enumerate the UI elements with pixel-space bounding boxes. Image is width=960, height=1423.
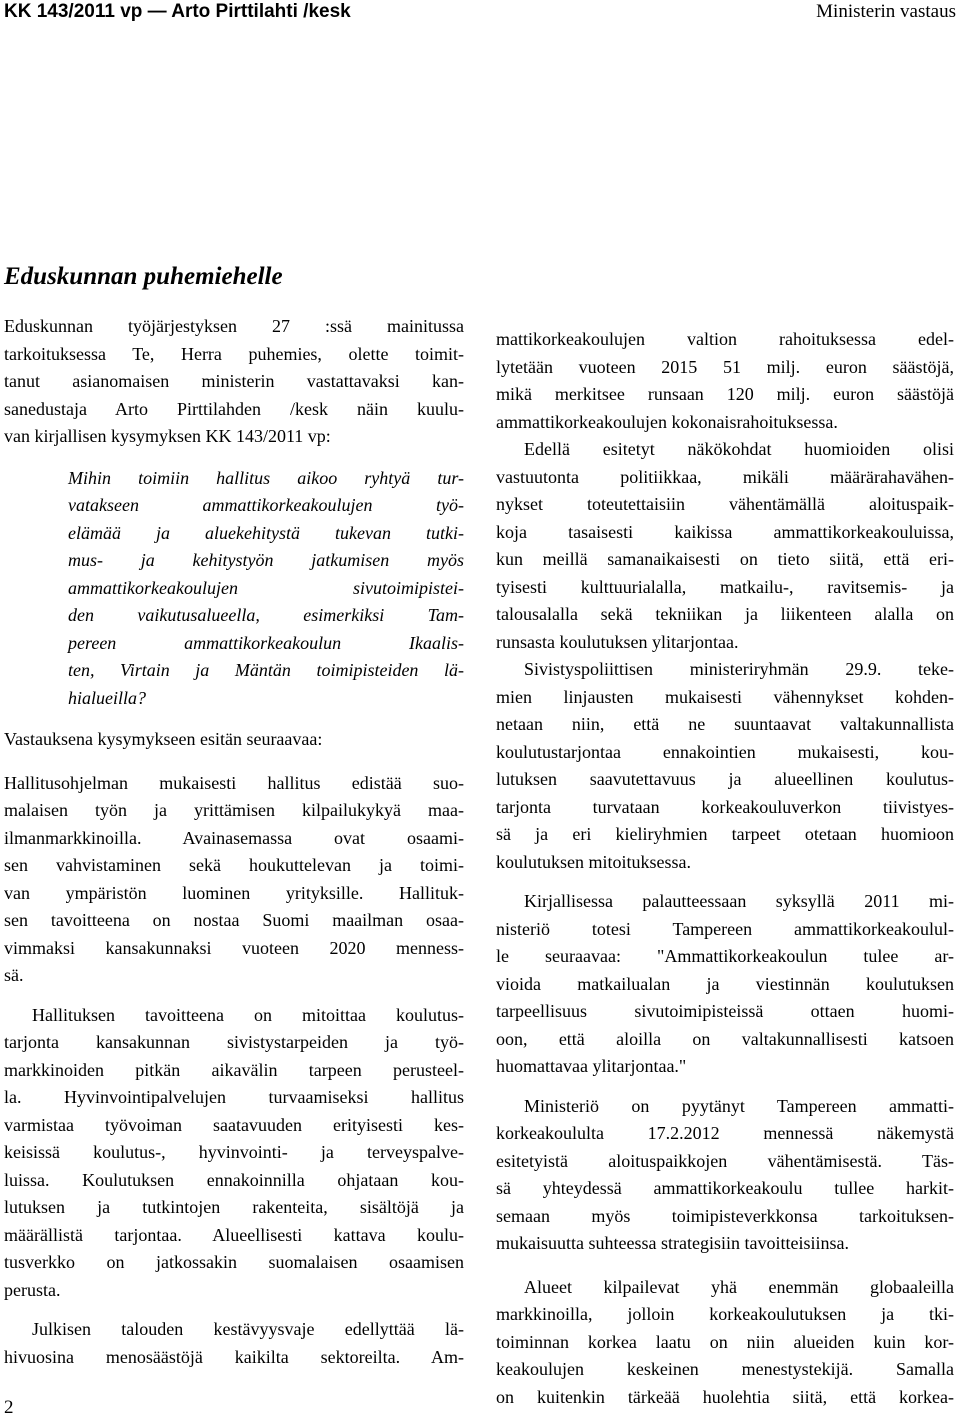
text-line: markkinoilla, jolloin korkeakoulutuksen ja tki- (496, 1304, 954, 1324)
text-line: toiminnan korkea laatu on niin alueiden kuin kor- (496, 1331, 954, 1352)
text-line: ilmanmarkkinoilla. Avainasemassa ovat osaami- (4, 827, 464, 848)
document-title: Eduskunnan puhemiehelle (4, 263, 283, 290)
text-line: Vastauksena kysymykseen esitän seuraavaa: (4, 729, 323, 749)
running-header-left: KK 143/2011 vp — Arto Pirttilahti /kesk (4, 1, 351, 22)
text-line: lutuksen saavutettavuus ja alueellinen koulutus- (496, 769, 954, 789)
right-column (496, 326, 954, 1411)
text-line: vioida matkailualan ja viestinnän koulutuksen (496, 973, 954, 994)
question-quote (68, 465, 464, 713)
text-line: nisteriö totesi Tampereen ammattikorkeakoulul- (496, 918, 954, 939)
text-line: koulutuksen mitoituksessa. (496, 851, 691, 872)
text-line: varmistaa työvoiman saatavuuden erityisesti kes- (4, 1114, 464, 1135)
text-line: määrällistä tarjontaa. Alueellisesti kattava koulu- (4, 1224, 464, 1245)
text-line: sen vahvistaminen sekä houkuttelevan ja toimi- (4, 855, 464, 875)
left-column (4, 313, 464, 1371)
text-line: esitetyistä aloituspaikkojen vähentämisestä. Täs- (496, 1150, 954, 1171)
text-line: kun meillä samanaikaisesti on tieto siitä, että eri- (496, 549, 954, 569)
text-line: luissa. Koulutuksen ennakoinnilla ohjataan kou- (4, 1169, 464, 1190)
text-line: semaan myös toimipisteverkkonsa tarkoituksen- (496, 1205, 954, 1226)
text-line: oon, että aloilla on valtakunnallisesti katsoen (496, 1028, 954, 1049)
text-line: mus- ja kehitystyön jatkumisen myös (68, 550, 464, 570)
text-line: Kirjallisessa palautteessaan syksyllä 2011 mi- (524, 891, 954, 911)
text-line: keisissä koulutus-, hyvinvointi- ja terveyspalve- (4, 1142, 464, 1162)
text-line: pereen ammattikorkeakoulun Ikaalis- (68, 632, 464, 653)
right-paragraph-3 (496, 888, 954, 1081)
text-line: mien linjausten mukaisesti vähennykset kohden- (496, 686, 954, 707)
text-line: nykset toteutettaisiin vähentämällä aloituspaik- (496, 494, 954, 514)
text-line: sen tavoitteena on nostaa Suomi maailman osaa- (4, 910, 464, 930)
text-line: le seuraavaa: "Ammattikorkeakoulun tulee ar- (496, 946, 954, 966)
text-line: tarjonta kansakunnan sivistystarpeiden ja työ- (4, 1032, 464, 1052)
text-line: tarpeellisuus sivutoimipisteissä ottaen huomi- (496, 1001, 954, 1021)
text-line: Eduskunnan työjärjestyksen 27 :ssä mainitussa (4, 316, 464, 336)
page-number: 2 (4, 1397, 14, 1418)
text-line: Sivistyspoliittisen ministeriryhmän 29.9. teke- (524, 659, 954, 679)
right-paragraph-4 (496, 1093, 954, 1258)
text-line: tusverkko on jatkossakin suomalaisen osaamisen (4, 1252, 464, 1272)
text-line: hialueilla? (68, 687, 146, 708)
text-line: mikä merkitsee runsaan 120 milj. euron säästöjä (496, 384, 954, 404)
right-paragraph-5 (496, 1274, 954, 1412)
text-line: mukaisuutta suhteessa strategisiin tavoitteisiinsa. (496, 1233, 849, 1253)
answer-intro (4, 726, 464, 754)
answer-paragraph-1 (4, 770, 464, 990)
text-line: vimmaksi kansakunnaksi vuoteen 2020 menness- (4, 937, 464, 958)
right-paragraph-1 (496, 436, 954, 656)
text-line: koja tasaisesti kaikissa ammattikorkeakouluissa, (496, 521, 954, 542)
text-line: keakoulujen keskeinen menestystekijä. Samalla (496, 1359, 954, 1379)
text-line: tarkoituksessa Te, Herra puhemies, olette toimit- (4, 343, 464, 364)
text-line: netaan niin, että ne suuntaavat valtakunnallista (496, 714, 954, 734)
running-header-right: Ministerin vastaus (816, 1, 956, 22)
continued-paragraph (496, 326, 954, 436)
text-line: lutuksen ja tutkintojen rakenteita, sisältöjä ja (4, 1197, 464, 1217)
text-line: markkinoiden pitkän aikavälin tarpeen perusteel- (4, 1059, 464, 1080)
text-line: Ministeriö on pyytänyt Tampereen ammatti- (524, 1095, 954, 1116)
text-line: ten, Virtain ja Mäntän toimipisteiden lä- (68, 660, 464, 680)
text-line: tyisesti kulttuurialalla, matkailu-, ravitsemis- ja (496, 576, 954, 597)
text-line: Alueet kilpailevat yhä enemmän globaaleilla (524, 1276, 954, 1297)
right-paragraph-2 (496, 656, 954, 876)
text-line: elämää ja aluekehitystä tukevan tutki- (68, 522, 464, 543)
text-line: hivuosina menosäästöjä kaikilta sektoreilta. Am- (4, 1346, 464, 1367)
text-line: malaisen työn ja yrittämisen kilpailukykyä maa- (4, 800, 464, 820)
text-line: talousalalla sekä tekniikan ja liikenteen alalla on (496, 604, 954, 624)
text-line: Mihin toimiin hallitus aikoo ryhtyä tur- (68, 467, 464, 488)
text-line: mattikorkeakoulujen valtion rahoituksessa edel- (496, 329, 954, 349)
text-line: vastuutonta politiikkaa, mikäli määrärahavähen- (496, 466, 954, 487)
answer-paragraph-3 (4, 1316, 464, 1371)
text-line: Julkisen talouden kestävyysvaje edellyttää lä- (32, 1319, 464, 1339)
text-line: huomattavaa ylitarjontaa." (496, 1056, 687, 1076)
answer-paragraph-2 (4, 1002, 464, 1305)
text-line: runsasta koulutuksen ylitarjontaa. (496, 631, 739, 652)
text-line: sanedustaja Arto Pirttilahden /kesk näin kuulu- (4, 398, 464, 419)
text-line: van ympäristön luominen yrityksille. Hallituk- (4, 882, 464, 903)
text-line: Hallituksen tavoitteena on mitoittaa koulutus- (32, 1004, 464, 1025)
text-line: van kirjallisen kysymyksen KK 143/2011 vp: (4, 426, 331, 446)
text-line: perusta. (4, 1279, 61, 1300)
text-line: koulutustarjontaa ennakointien mukaisesti, kou- (496, 741, 954, 762)
text-line: den vaikutusalueella, esimerkiksi Tam- (68, 605, 464, 625)
text-line: ammattikorkeakoulujen kokonaisrahoituksessa. (496, 411, 838, 432)
text-line: on kuitenkin tärkeää huolehtia siitä, että korkea- (496, 1386, 954, 1407)
text-line: la. Hyvinvointipalvelujen turvaamiseksi hallitus (4, 1087, 464, 1107)
intro-paragraph (4, 313, 464, 451)
text-line: tanut asianomaisen ministerin vastattavaksi kan- (4, 371, 464, 391)
text-line: Edellä esitetyt näkökohdat huomioiden olisi (524, 439, 954, 459)
text-line: vatakseen ammattikorkeakoulujen työ- (68, 495, 464, 515)
text-line: sä ja eri kieliryhmien tarpeet otetaan huomioon (496, 824, 954, 844)
text-line: sä. (4, 965, 24, 985)
text-line: tarjonta turvataan korkeakouluverkon tiivistyes- (496, 796, 954, 817)
text-line: sä yhteydessä ammattikorkeakoulu tullee harkit- (496, 1178, 954, 1198)
text-line: lytetään vuoteen 2015 51 milj. euron säästöjä, (496, 356, 954, 377)
text-line: korkeakoululta 17.2.2012 mennessä näkemystä (496, 1123, 954, 1143)
text-line: Hallitusohjelman mukaisesti hallitus edistää suo- (4, 772, 464, 793)
text-line: ammattikorkeakoulujen sivutoimipistei- (68, 577, 464, 598)
